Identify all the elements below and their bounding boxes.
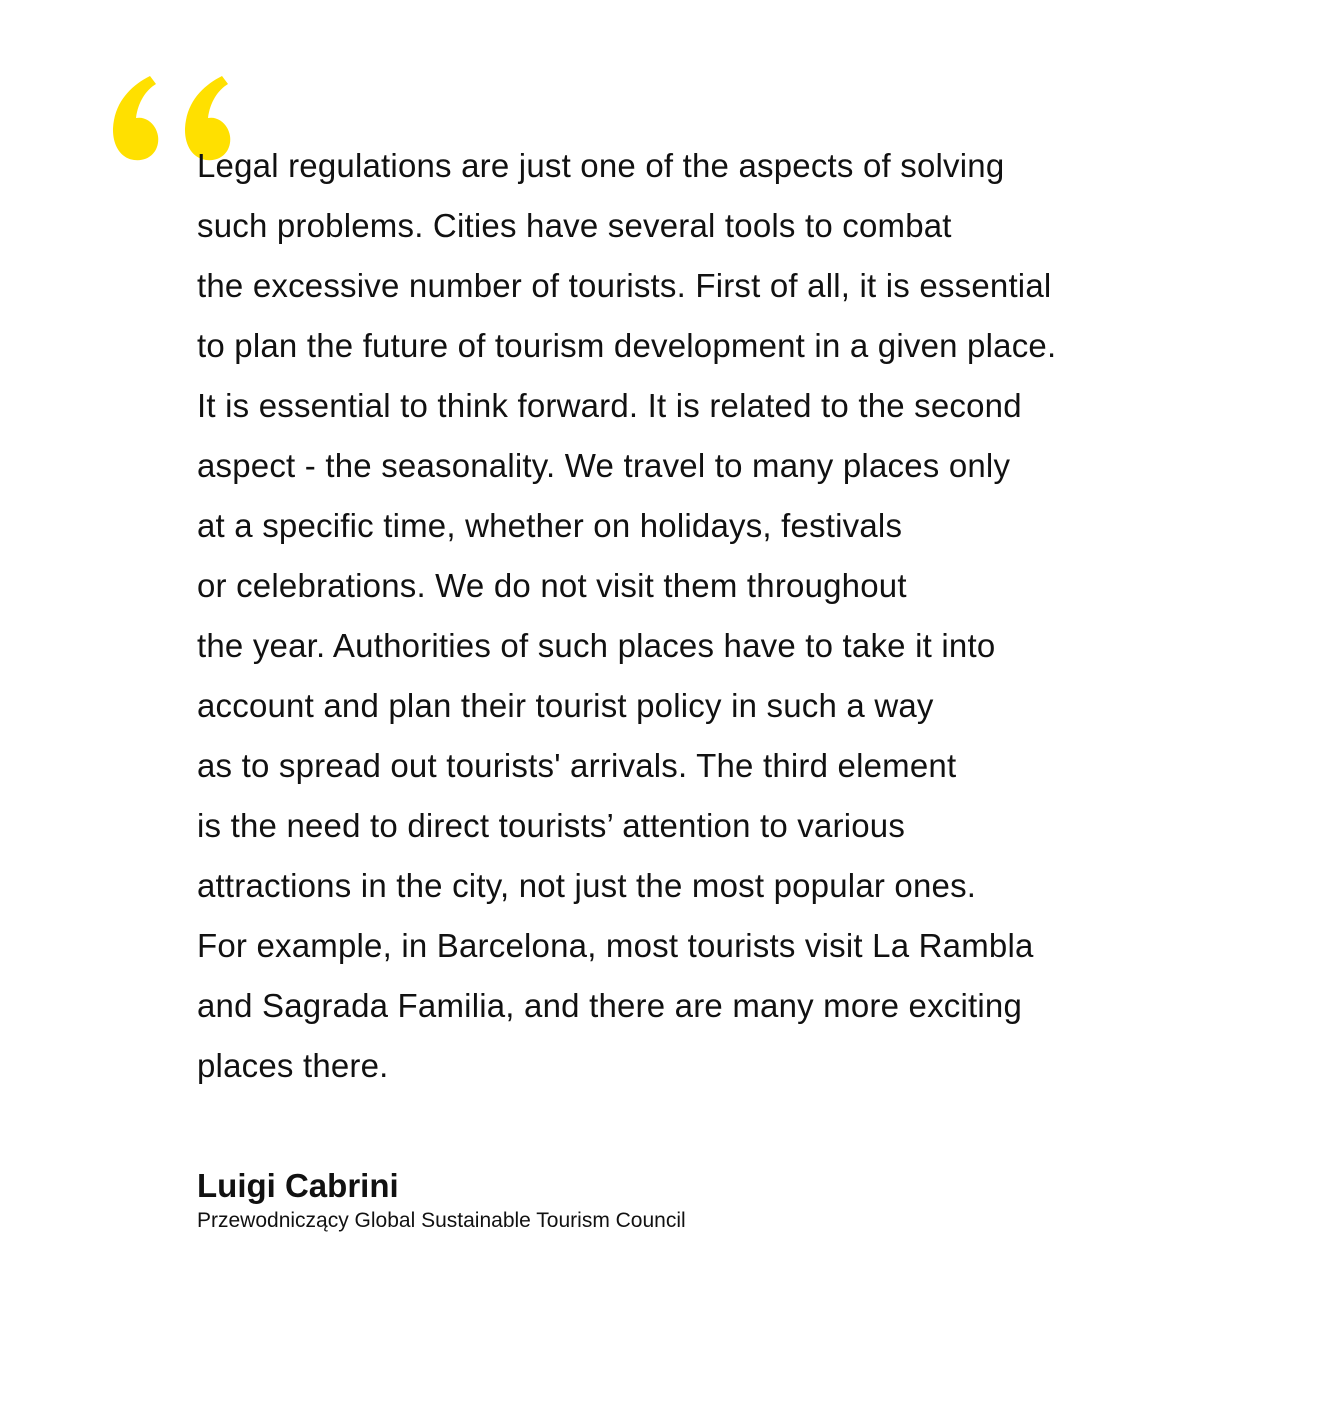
- quote-line: Legal regulations are just one of the aspects of solving: [197, 147, 1005, 184]
- quote-text: [197, 136, 1317, 1096]
- quote-line: to plan the future of tourism development in a given place.: [197, 327, 1057, 364]
- quote-line: the year. Authorities of such places have to take it into: [197, 627, 996, 664]
- quote-line: places there.: [197, 1047, 389, 1084]
- author-name: Luigi Cabrini: [197, 1167, 399, 1204]
- author-role: Przewodniczący Global Sustainable Tourism Council: [197, 1209, 686, 1232]
- quote-line: at a specific time, whether on holidays, festivals: [197, 507, 903, 544]
- quote-line: the excessive number of tourists. First of all, it is essential: [197, 267, 1052, 304]
- quote-line: is the need to direct tourists’ attention to various: [197, 807, 906, 844]
- quote-line: aspect - the seasonality. We travel to many places only: [197, 447, 1011, 484]
- quote-line: as to spread out tourists' arrivals. The third element: [197, 747, 957, 784]
- quote-line: account and plan their tourist policy in such a way: [197, 687, 934, 724]
- quote-line: It is essential to think forward. It is related to the second: [197, 387, 1022, 424]
- quote-line: and Sagrada Familia, and there are many more exciting: [197, 987, 1023, 1024]
- quote-line: For example, in Barcelona, most tourists visit La Rambla: [197, 927, 1034, 964]
- quote-line: attractions in the city, not just the most popular ones.: [197, 867, 977, 904]
- quote-line: or celebrations. We do not visit them throughout: [197, 567, 907, 604]
- quote-line: such problems. Cities have several tools to combat: [197, 207, 952, 244]
